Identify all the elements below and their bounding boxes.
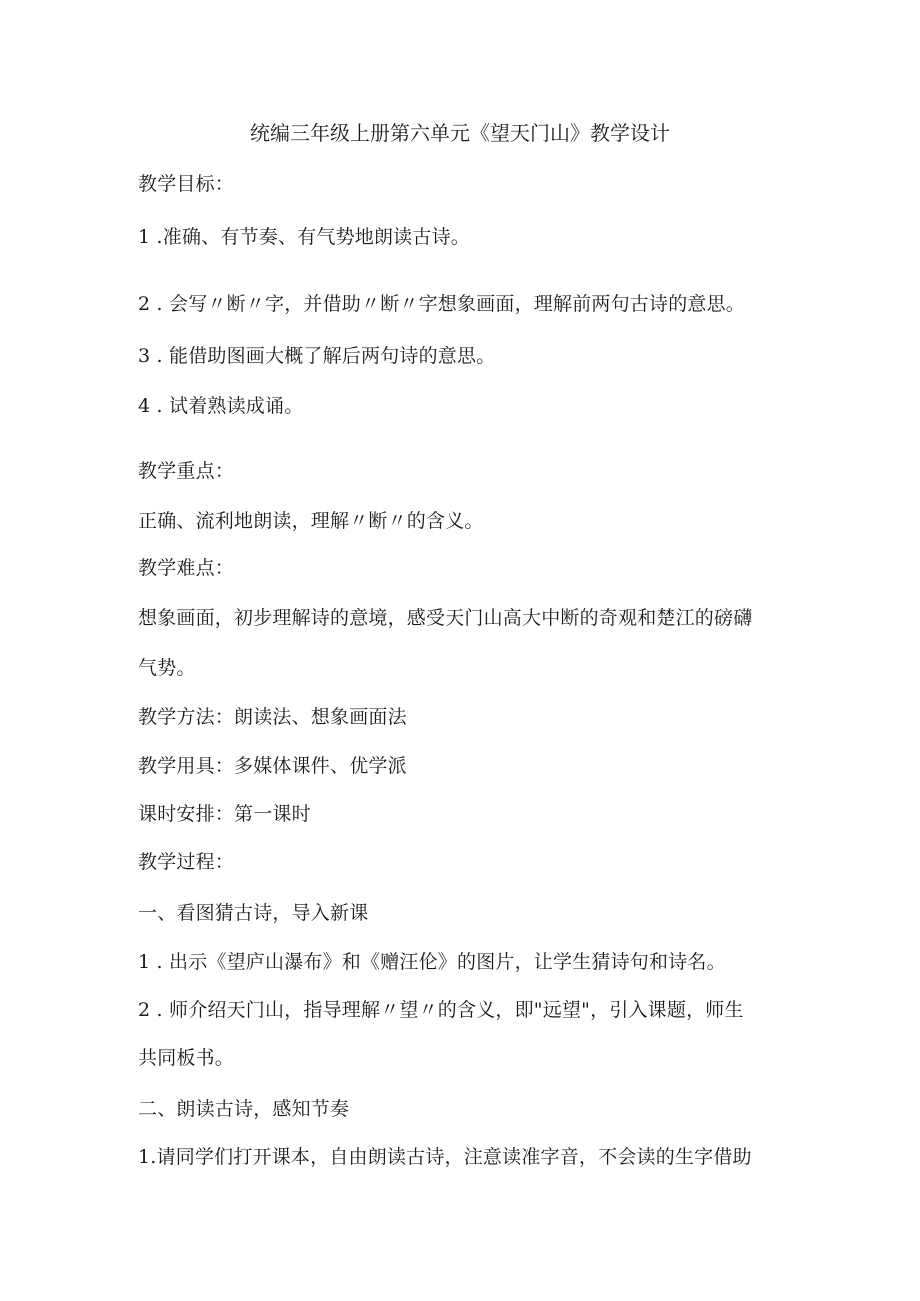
process-heading: 教学过程： xyxy=(138,851,235,873)
objective-item: 3 . 能借助图画大概了解后两句诗的意思。 xyxy=(138,345,496,367)
class-schedule: 课时安排：第一课时 xyxy=(138,803,311,825)
teaching-tools: 教学用具：多媒体课件、优学派 xyxy=(138,755,407,777)
key-points-text: 正确、流利地朗读，理解〃断〃的含义。 xyxy=(138,510,484,532)
key-points-heading: 教学重点： xyxy=(138,460,235,482)
teaching-method: 教学方法：朗读法、想象画面法 xyxy=(138,706,407,728)
objectives-heading: 教学目标： xyxy=(138,173,235,195)
objective-item: 2 . 会写〃断〃字，并借助〃断〃字想象画面，理解前两句古诗的意思。 xyxy=(138,293,746,315)
difficulty-text: 想象画面，初步理解诗的意境，感受天门山高大中断的奇观和楚江的磅礴 xyxy=(138,607,753,629)
list-item: 2 . 师介绍天门山，指导理解〃望〃的含义，即"远望"，引入课题，师生 xyxy=(138,999,744,1021)
objective-item: 1 .准确、有节奏、有气势地朗读古诗。 xyxy=(138,226,470,248)
list-item: 共同板书。 xyxy=(138,1047,235,1069)
section-heading: 二、朗读古诗，感知节奏 xyxy=(138,1098,350,1120)
document-title: 统编三年级上册第六单元《望天门山》教学设计 xyxy=(250,121,670,145)
difficulty-text: 气势。 xyxy=(138,657,196,679)
section-heading: 一、看图猜古诗，导入新课 xyxy=(138,902,369,924)
list-item: 1.请同学们打开课本，自由朗读古诗，注意读准字音，不会读的生字借助 xyxy=(138,1146,752,1168)
difficulty-heading: 教学难点： xyxy=(138,557,235,579)
objective-item: 4 . 试着熟读成诵。 xyxy=(138,395,304,417)
list-item: 1 . 出示《望庐山瀑布》和《赠汪伦》的图片，让学生猜诗句和诗名。 xyxy=(138,951,726,973)
